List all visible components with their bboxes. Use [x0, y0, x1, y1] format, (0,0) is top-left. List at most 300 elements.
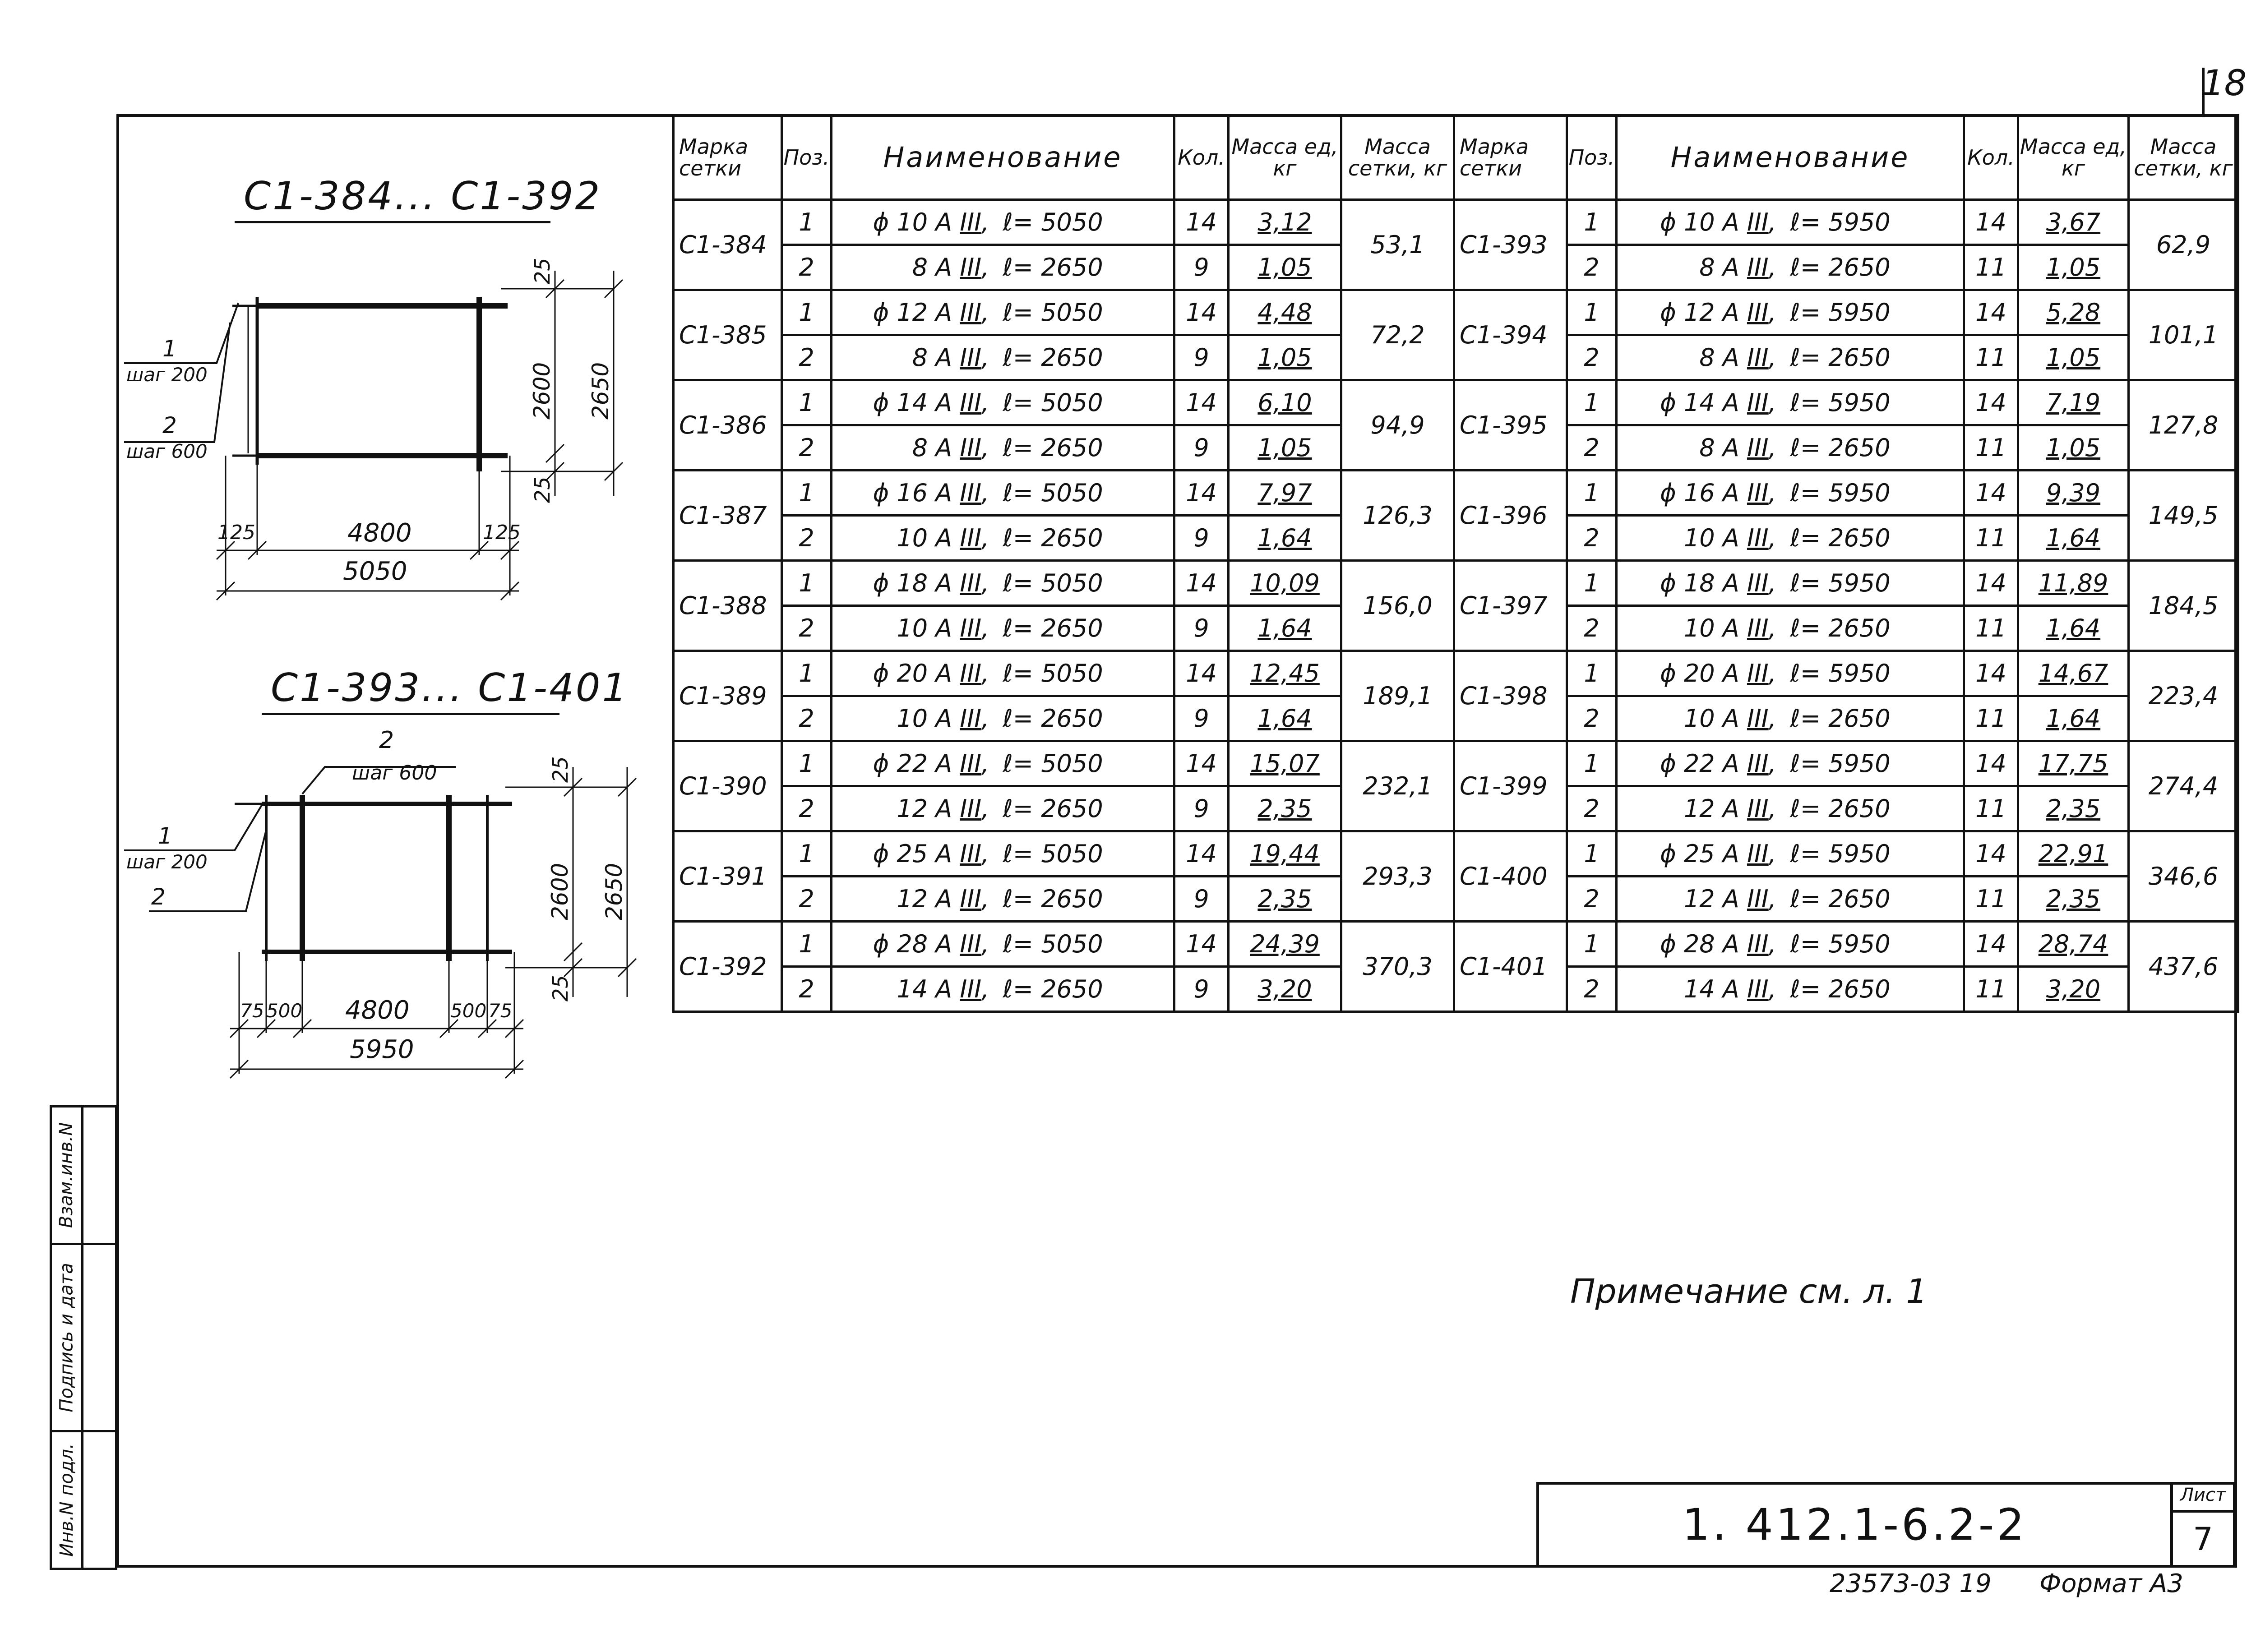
bar-description: [832, 380, 1174, 425]
bar-diameter-class: 12 А III,: [897, 794, 989, 823]
unit-mass: 4,48: [1229, 290, 1341, 335]
bar-length: ℓ= 5050: [1003, 659, 1103, 688]
bar-quantity: 14: [1174, 561, 1229, 606]
bar-diameter: ϕ 16 А: [1660, 479, 1739, 507]
bar-diameter-class: 12 А III,: [897, 885, 989, 913]
bar-description: [1617, 877, 1964, 922]
position-number: 1: [782, 651, 832, 696]
mesh-mass: 156,0: [1341, 561, 1454, 651]
mesh-mark: С1-395: [1454, 380, 1567, 471]
steel-grade: III: [1747, 343, 1769, 372]
bar-diameter: ϕ 14 А: [1660, 388, 1739, 417]
table-row: [674, 786, 1454, 831]
note-text: Примечание см. л. 1: [1570, 1272, 1928, 1311]
bar-diameter: 10 А: [897, 524, 952, 552]
table-row: [674, 471, 1454, 516]
position-number: 2: [1567, 967, 1617, 1012]
bar-length: ℓ= 2650: [1003, 524, 1103, 552]
archive-code: 23573-03 19: [1830, 1569, 1992, 1598]
bar-length: ℓ= 5050: [1003, 208, 1103, 236]
bar-diameter-class: ϕ 22 А III,: [873, 749, 989, 778]
steel-grade: III: [1747, 704, 1769, 733]
steel-grade: III: [1747, 298, 1769, 327]
d2-leader-1: [124, 805, 262, 850]
d2-pos-1-label: 1: [158, 823, 172, 849]
bar-length: ℓ= 2650: [1003, 794, 1103, 823]
bar-length: ℓ= 2650: [1790, 524, 1891, 552]
mesh-mass: 293,3: [1341, 831, 1454, 922]
bar-length: ℓ= 2650: [1790, 614, 1891, 642]
unit-mass: 2,35: [2018, 877, 2129, 922]
steel-grade: III: [960, 749, 982, 778]
bar-diameter-class: 8 А III,: [912, 253, 989, 281]
steel-grade: III: [1747, 208, 1769, 236]
unit-mass: 1,05: [2018, 245, 2129, 290]
table-row: [1454, 831, 2238, 877]
bar-diameter-class: ϕ 18 А III,: [873, 569, 989, 597]
bar-quantity: 11: [1964, 786, 2018, 831]
bar-quantity: 14: [1174, 922, 1229, 967]
d1-dim-outer: 2650: [587, 362, 614, 420]
bar-diameter-class: ϕ 28 А III,: [873, 930, 989, 958]
table-row: [1454, 741, 2238, 786]
position-number: 1: [1567, 471, 1617, 516]
table-header-row: [1454, 115, 2238, 200]
bar-diameter: 10 А: [897, 614, 952, 642]
table-row: [674, 606, 1454, 651]
position-number: 1: [782, 561, 832, 606]
d2-pos-2-label: 2: [151, 884, 166, 910]
table-row: [1454, 245, 2238, 290]
bar-quantity: 11: [1964, 606, 2018, 651]
bar-diameter: 10 А: [897, 704, 952, 733]
header-mesh-mass: Масса сетки, кг: [1341, 115, 1454, 200]
bar-diameter: ϕ 10 А: [873, 208, 952, 236]
table-row: [674, 245, 1454, 290]
mesh-mass: 127,8: [2129, 380, 2238, 471]
header-qty: Кол.: [1964, 115, 2018, 200]
position-number: 2: [1567, 786, 1617, 831]
bar-diameter: 10 А: [1683, 524, 1739, 552]
position-number: 1: [1567, 561, 1617, 606]
bar-length: ℓ= 2650: [1003, 614, 1103, 642]
table-row: [1454, 696, 2238, 741]
bar-quantity: 14: [1964, 651, 2018, 696]
bar-description: [832, 471, 1174, 516]
d2-dim-left-b: 500: [266, 1000, 303, 1022]
table-row: [674, 651, 1454, 696]
mesh-mass: 53,1: [1341, 200, 1454, 290]
table-row: [674, 516, 1454, 561]
position-number: 1: [782, 831, 832, 877]
bar-quantity: 9: [1174, 606, 1229, 651]
bar-description: [832, 335, 1174, 380]
table-row: [1454, 335, 2238, 380]
steel-grade: III: [960, 569, 982, 597]
d2-dim-outer: 2650: [601, 863, 627, 920]
bar-diameter: ϕ 28 А: [1660, 930, 1739, 958]
table-row: [1454, 606, 2238, 651]
steel-grade: III: [1747, 569, 1769, 597]
bar-diameter: ϕ 22 А: [1660, 749, 1739, 778]
bar-diameter: ϕ 12 А: [1660, 298, 1739, 327]
bar-length: ℓ= 5050: [1003, 388, 1103, 417]
bar-diameter-class: 14 А III,: [897, 975, 989, 1003]
bar-description: [1617, 786, 1964, 831]
table-header-row: [674, 115, 1454, 200]
bar-diameter: 8 А: [1699, 434, 1739, 462]
bar-description: [1617, 380, 1964, 425]
bar-diameter-class: 12 А III,: [1683, 794, 1776, 823]
bar-diameter-class: ϕ 14 А III,: [873, 388, 989, 417]
steel-grade: III: [960, 298, 982, 327]
table-row: [1454, 290, 2238, 335]
bar-description: [832, 245, 1174, 290]
bar-diameter: 12 А: [1683, 885, 1739, 913]
bar-quantity: 14: [1174, 380, 1229, 425]
header-name: Наименование: [832, 115, 1174, 200]
stamp-sign-date: [50, 1243, 117, 1432]
position-number: 2: [1567, 516, 1617, 561]
bar-description: [832, 786, 1174, 831]
bar-diameter: 8 А: [1699, 343, 1739, 372]
bar-quantity: 14: [1174, 200, 1229, 245]
bar-diameter-class: ϕ 14 А III,: [1660, 388, 1776, 417]
position-number: 2: [782, 335, 832, 380]
bar-quantity: 14: [1964, 471, 2018, 516]
bar-diameter: ϕ 22 А: [873, 749, 952, 778]
unit-mass: 12,45: [1229, 651, 1341, 696]
mesh-mark: С1-400: [1454, 831, 1567, 922]
bar-quantity: 9: [1174, 786, 1229, 831]
sheet-number-top: 18: [2202, 63, 2247, 104]
position-number: 1: [782, 471, 832, 516]
steel-grade: III: [1747, 614, 1769, 642]
steel-grade: III: [1747, 794, 1769, 823]
bar-diameter-class: 10 А III,: [1683, 614, 1776, 642]
position-number: 1: [782, 200, 832, 245]
bar-quantity: 14: [1964, 561, 2018, 606]
mesh-mass: 223,4: [2129, 651, 2238, 741]
d1-pos-1-label: 1: [162, 336, 177, 362]
mesh-mass: 94,9: [1341, 380, 1454, 471]
steel-grade: III: [960, 885, 982, 913]
bar-quantity: 9: [1174, 877, 1229, 922]
d1-step-1-label: шаг 200: [126, 364, 208, 386]
mesh-mark: С1-390: [674, 741, 782, 831]
unit-mass: 11,89: [2018, 561, 2129, 606]
mesh-mark: С1-394: [1454, 290, 1567, 380]
bar-description: [832, 651, 1174, 696]
d1-step-2-label: шаг 600: [126, 440, 208, 462]
position-number: 2: [782, 245, 832, 290]
mesh-mass: 274,4: [2129, 741, 2238, 831]
steel-grade: III: [960, 704, 982, 733]
sheet-value: 7: [2193, 1521, 2213, 1558]
bar-description: [1617, 335, 1964, 380]
unit-mass: 7,19: [2018, 380, 2129, 425]
unit-mass: 1,64: [1229, 696, 1341, 741]
unit-mass: 19,44: [1229, 831, 1341, 877]
bar-diameter: 8 А: [912, 434, 952, 462]
position-number: 1: [1567, 741, 1617, 786]
bar-diameter-class: ϕ 16 А III,: [873, 479, 989, 507]
bar-diameter-class: ϕ 28 А III,: [1660, 930, 1776, 958]
unit-mass: 1,05: [2018, 335, 2129, 380]
bar-quantity: 14: [1964, 380, 2018, 425]
header-unit-mass: Масса ед, кг: [2018, 115, 2129, 200]
format-label: Формат А3: [2039, 1569, 2183, 1598]
table-row: [674, 335, 1454, 380]
spec-table-right: [1453, 114, 2239, 1013]
unit-mass: 15,07: [1229, 741, 1341, 786]
position-number: 2: [1567, 877, 1617, 922]
bar-length: ℓ= 2650: [1003, 704, 1103, 733]
bar-diameter: ϕ 28 А: [873, 930, 952, 958]
bar-diameter-class: 10 А III,: [1683, 524, 1776, 552]
mesh-mark: С1-387: [674, 471, 782, 561]
bar-length: ℓ= 2650: [1790, 885, 1891, 913]
bar-length: ℓ= 5950: [1790, 569, 1891, 597]
bar-diameter: 14 А: [1683, 975, 1739, 1003]
bar-length: ℓ= 5950: [1790, 208, 1891, 236]
bar-diameter-class: ϕ 22 А III,: [1660, 749, 1776, 778]
unit-mass: 28,74: [2018, 922, 2129, 967]
mesh-mark: С1-401: [1454, 922, 1567, 1012]
bar-length: ℓ= 2650: [1790, 253, 1891, 281]
mesh-mark: С1-392: [674, 922, 782, 1012]
steel-grade: III: [1747, 975, 1769, 1003]
mesh-mass: 232,1: [1341, 741, 1454, 831]
bar-length: ℓ= 5950: [1790, 298, 1891, 327]
bar-diameter-class: ϕ 25 А III,: [873, 840, 989, 868]
bar-diameter-class: ϕ 25 А III,: [1660, 840, 1776, 868]
bar-length: ℓ= 5050: [1003, 479, 1103, 507]
bar-length: ℓ= 5950: [1790, 840, 1891, 868]
bar-diameter: 10 А: [1683, 614, 1739, 642]
bar-quantity: 9: [1174, 245, 1229, 290]
position-number: 1: [1567, 651, 1617, 696]
bar-length: ℓ= 5950: [1790, 659, 1891, 688]
bar-description: [832, 877, 1174, 922]
d1-dim-right-offset: 125: [483, 521, 521, 544]
bar-length: ℓ= 2650: [1790, 794, 1891, 823]
bar-description: [1617, 696, 1964, 741]
position-number: 1: [1567, 831, 1617, 877]
unit-mass: 3,20: [2018, 967, 2129, 1012]
position-number: 1: [1567, 290, 1617, 335]
bar-description: [1617, 425, 1964, 471]
position-number: 2: [782, 696, 832, 741]
bar-diameter-class: 8 А III,: [1699, 434, 1776, 462]
stamp-replace-inv-label: Взам.инв.N: [56, 1122, 77, 1228]
table-row: [674, 831, 1454, 877]
bar-description: [832, 967, 1174, 1012]
unit-mass: 3,67: [2018, 200, 2129, 245]
mesh-mark: С1-391: [674, 831, 782, 922]
bar-description: [832, 290, 1174, 335]
bar-quantity: 11: [1964, 516, 2018, 561]
bar-diameter: ϕ 14 А: [873, 388, 952, 417]
bar-quantity: 14: [1174, 651, 1229, 696]
bar-length: ℓ= 2650: [1790, 343, 1891, 372]
bar-diameter-class: 10 А III,: [1683, 704, 1776, 733]
table-row: [674, 200, 1454, 245]
position-number: 2: [782, 516, 832, 561]
d1-leader-1: [124, 303, 238, 363]
table-row: [1454, 922, 2238, 967]
bar-length: ℓ= 5050: [1003, 840, 1103, 868]
unit-mass: 24,39: [1229, 922, 1341, 967]
drawing-2-title: С1-393... С1-401: [271, 665, 629, 711]
mesh-mark: С1-386: [674, 380, 782, 471]
steel-grade: III: [1747, 930, 1769, 958]
table-row: [674, 877, 1454, 922]
steel-grade: III: [1747, 434, 1769, 462]
d1-dim-total: 5050: [343, 557, 407, 586]
bar-description: [1617, 471, 1964, 516]
bar-diameter: ϕ 18 А: [1660, 569, 1739, 597]
steel-grade: III: [1747, 253, 1769, 281]
unit-mass: 7,97: [1229, 471, 1341, 516]
position-number: 1: [782, 380, 832, 425]
bar-diameter: 12 А: [1683, 794, 1739, 823]
bar-diameter-class: 14 А III,: [1683, 975, 1776, 1003]
bar-length: ℓ= 5950: [1790, 930, 1891, 958]
d2-pos-2-top-label: 2: [379, 727, 394, 754]
bar-diameter-class: ϕ 16 А III,: [1660, 479, 1776, 507]
steel-grade: III: [960, 794, 982, 823]
bar-description: [1617, 606, 1964, 651]
bar-length: ℓ= 5050: [1003, 930, 1103, 958]
bar-length: ℓ= 2650: [1003, 343, 1103, 372]
d2-dim-total: 5950: [350, 1035, 414, 1064]
bar-diameter: ϕ 16 А: [873, 479, 952, 507]
bar-diameter-class: 10 А III,: [897, 614, 989, 642]
spec-table-left: [672, 114, 1455, 1013]
document-code: 1. 412.1-6.2-2: [1539, 1485, 2173, 1565]
d2-dim-top: 25: [548, 756, 573, 783]
mesh-mark: С1-384: [674, 200, 782, 290]
bar-description: [832, 831, 1174, 877]
header-pos: Поз.: [1567, 115, 1617, 200]
unit-mass: 1,05: [1229, 335, 1341, 380]
bar-description: [1617, 651, 1964, 696]
bar-description: [832, 425, 1174, 471]
mesh-mark: С1-388: [674, 561, 782, 651]
position-number: 2: [782, 877, 832, 922]
d2-dim-right-a: 75: [488, 1000, 513, 1022]
table-row: [1454, 651, 2238, 696]
stamp-sign-date-label: Подпись и дата: [56, 1263, 77, 1412]
bar-quantity: 9: [1174, 335, 1229, 380]
bar-diameter: ϕ 25 А: [1660, 840, 1739, 868]
steel-grade: III: [1747, 840, 1769, 868]
drawing-1-title: С1-384... С1-392: [244, 174, 602, 219]
bar-length: ℓ= 2650: [1003, 434, 1103, 462]
steel-grade: III: [960, 388, 982, 417]
bar-description: [832, 516, 1174, 561]
bar-description: [832, 922, 1174, 967]
d2-step-2-top-label: шаг 600: [352, 761, 437, 784]
steel-grade: III: [960, 659, 982, 688]
bar-quantity: 11: [1964, 967, 2018, 1012]
drawing-1-title-underline: [235, 221, 550, 223]
table-row: [1454, 471, 2238, 516]
steel-grade: III: [1747, 388, 1769, 417]
header-mark: Марка сетки: [1454, 115, 1567, 200]
bar-diameter: ϕ 20 А: [873, 659, 952, 688]
d1-dim-span: 4800: [347, 518, 412, 548]
mesh-mark: С1-385: [674, 290, 782, 380]
bar-length: ℓ= 5950: [1790, 388, 1891, 417]
bar-quantity: 14: [1964, 741, 2018, 786]
unit-mass: 3,20: [1229, 967, 1341, 1012]
d1-dim-inner: 2600: [529, 362, 555, 420]
bar-quantity: 14: [1964, 200, 2018, 245]
bar-quantity: 11: [1964, 877, 2018, 922]
unit-mass: 2,35: [1229, 786, 1341, 831]
header-unit-mass: Масса ед, кг: [1229, 115, 1341, 200]
d2-dim-left-a: 75: [240, 1000, 264, 1022]
bar-description: [1617, 290, 1964, 335]
mesh-mass: 126,3: [1341, 471, 1454, 561]
position-number: 2: [782, 786, 832, 831]
d1-dim-bottom: 25: [530, 476, 555, 503]
d2-dim-right-b: 500: [450, 1000, 487, 1022]
bar-diameter: 8 А: [912, 343, 952, 372]
bar-diameter: 12 А: [897, 885, 952, 913]
table-row: [1454, 380, 2238, 425]
steel-grade: III: [960, 614, 982, 642]
table-row: [1454, 877, 2238, 922]
bar-diameter: 10 А: [1683, 704, 1739, 733]
steel-grade: III: [1747, 659, 1769, 688]
position-number: 2: [1567, 335, 1617, 380]
bar-length: ℓ= 5050: [1003, 569, 1103, 597]
table-row: [674, 425, 1454, 471]
drawing-2: [113, 726, 654, 1087]
header-pos: Поз.: [782, 115, 832, 200]
bar-description: [1617, 245, 1964, 290]
bar-description: [832, 200, 1174, 245]
bar-description: [832, 606, 1174, 651]
steel-grade: III: [960, 840, 982, 868]
stamp-replace-inv: [50, 1105, 117, 1245]
table-row: [1454, 967, 2238, 1012]
bar-length: ℓ= 5050: [1003, 298, 1103, 327]
bar-description: [1617, 967, 1964, 1012]
stamp-inv-orig: [50, 1430, 117, 1570]
bar-diameter-class: ϕ 20 А III,: [873, 659, 989, 688]
steel-grade: III: [960, 975, 982, 1003]
d1-pos-2-label: 2: [162, 412, 177, 438]
table-row: [1454, 561, 2238, 606]
table-row: [1454, 200, 2238, 245]
bar-length: ℓ= 2650: [1003, 975, 1103, 1003]
steel-grade: III: [960, 479, 982, 507]
mesh-mark: С1-398: [1454, 651, 1567, 741]
mesh-mass: 346,6: [2129, 831, 2238, 922]
mesh-mass: 72,2: [1341, 290, 1454, 380]
position-number: 1: [782, 922, 832, 967]
unit-mass: 22,91: [2018, 831, 2129, 877]
steel-grade: III: [1747, 479, 1769, 507]
bar-diameter: 14 А: [897, 975, 952, 1003]
steel-grade: III: [960, 434, 982, 462]
mesh-mark: С1-389: [674, 651, 782, 741]
unit-mass: 3,12: [1229, 200, 1341, 245]
